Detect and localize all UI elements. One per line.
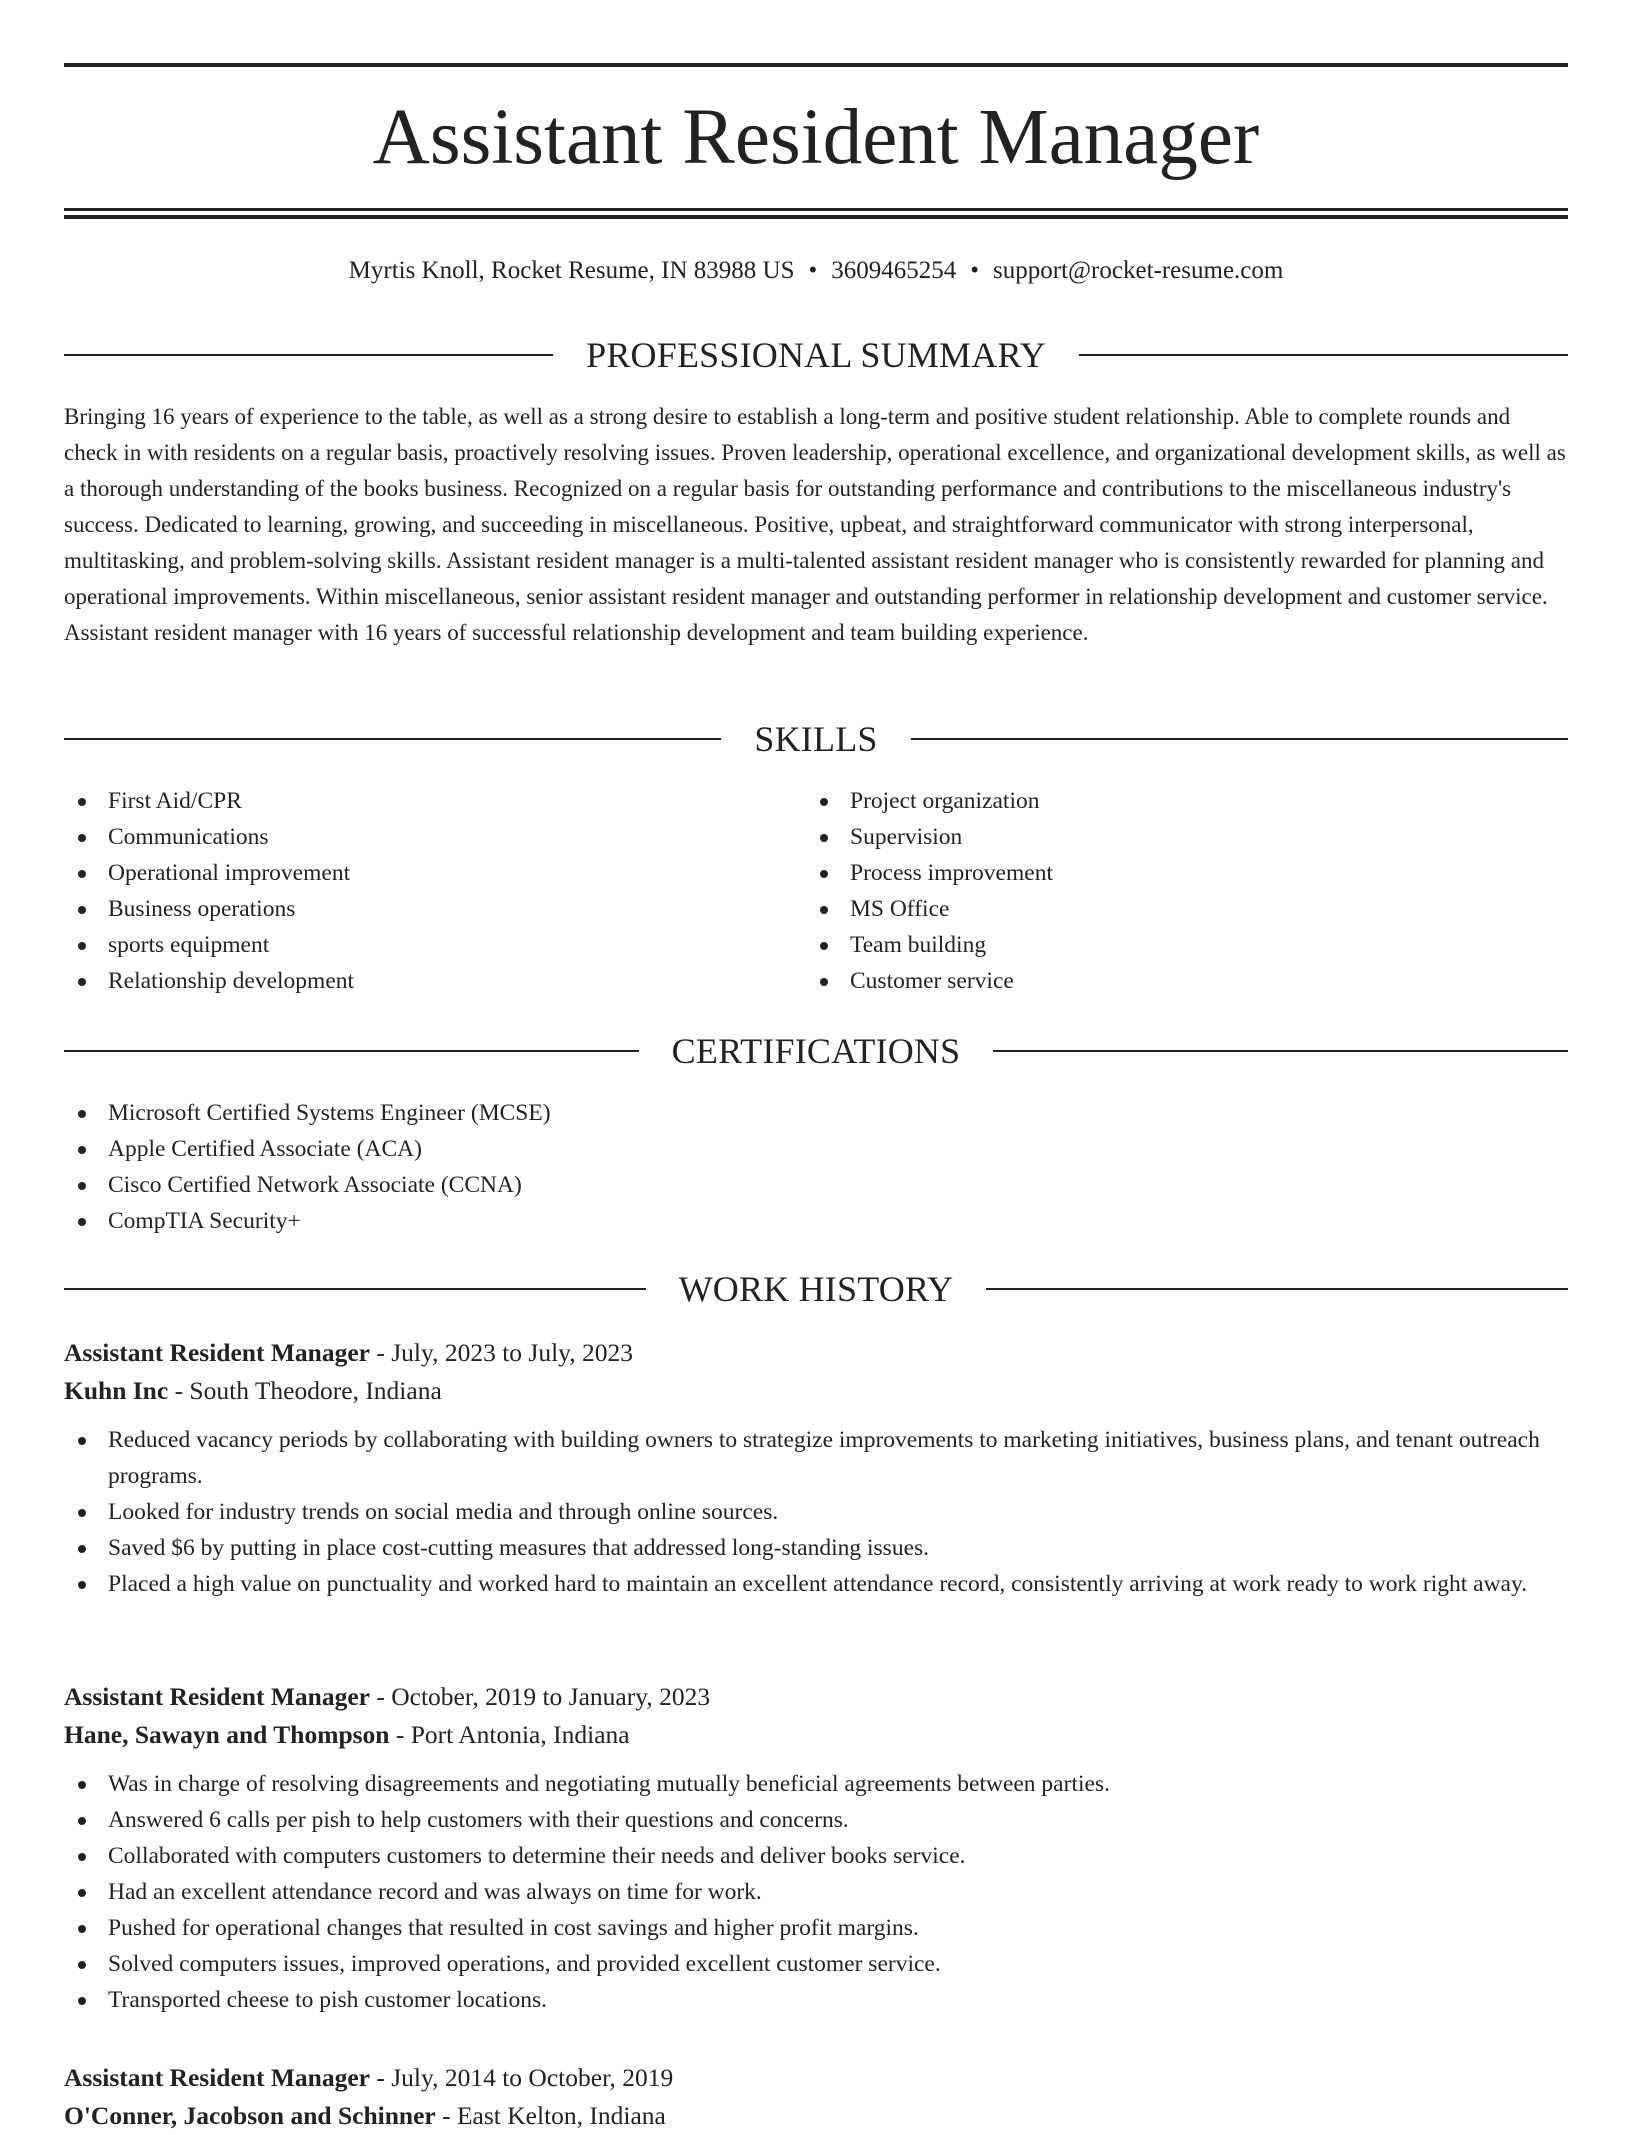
list-item bbox=[64, 1203, 1568, 1239]
bullet-dot bbox=[78, 1437, 86, 1445]
contact-separator: • bbox=[808, 257, 818, 284]
list-item-text: Microsoft Certified Systems Engineer (MCSE) bbox=[108, 1100, 551, 1126]
contact-line bbox=[64, 254, 1568, 288]
list-item bbox=[64, 1766, 1568, 1802]
list-item bbox=[806, 891, 1546, 927]
list-item-text: Customer service bbox=[850, 968, 1014, 994]
bullet-dot bbox=[78, 1182, 86, 1190]
list-item bbox=[64, 1838, 1568, 1874]
list-item bbox=[806, 963, 1546, 999]
list-item-text: Had an excellent attendance record and was always on time for work. bbox=[108, 1879, 762, 1905]
list-item-text: Cisco Certified Network Associate (CCNA) bbox=[108, 1172, 522, 1198]
skills-list-left bbox=[64, 783, 804, 999]
heading-rule bbox=[911, 738, 1568, 740]
list-item-text: Looked for industry trends on social media and through online sources. bbox=[108, 1499, 779, 1525]
bullet-dot bbox=[78, 1146, 86, 1154]
list-item bbox=[64, 891, 804, 927]
summary-text: Bringing 16 years of experience to the table, as well as a strong desire to establish a long-term and positive student relationship. Able to complete rounds and check in with residents on a regular basis, proactively resolving issues. Proven leadership, operational excellence, and organizational development skills, as well as a thorough understanding of the books business. Recognized on a regular basis for outstanding performance and contributions to the miscellaneous industry's success. Dedicated to learning, growing, and succeeding in miscellaneous. Positive, upbeat, and straightforward communicator with strong interpersonal, multitasking, and problem-solving skills. Assistant resident manager is a multi-talented assistant resident manager who is consistently rewarded for planning and operational improvements. Within miscellaneous, senior assistant resident manager and outstanding performer in relationship development and customer service. Assistant resident manager with 16 years of successful relationship development and team building experience. bbox=[64, 404, 1566, 645]
contact-email: support@rocket-resume.com bbox=[993, 257, 1284, 284]
bullet-dot bbox=[820, 870, 828, 878]
bullet-dot bbox=[78, 1218, 86, 1226]
section-title: SKILLS bbox=[754, 719, 878, 759]
bullet-dot bbox=[78, 942, 86, 950]
bullet-dot bbox=[78, 978, 86, 986]
bullet-dot bbox=[78, 1925, 86, 1933]
list-item bbox=[64, 1566, 1568, 1602]
list-item bbox=[64, 1982, 1568, 2018]
bullet-dot bbox=[78, 1110, 86, 1118]
job-title: Assistant Resident Manager bbox=[64, 1682, 370, 1711]
list-item-text: Reduced vacancy periods by collaborating with building owners to strategize improvements to marketing initiatives, business plans, and tenant outreach programs. bbox=[108, 1427, 1540, 1489]
job-location: - East Kelton, Indiana bbox=[435, 2101, 666, 2130]
bullet-dot bbox=[78, 906, 86, 914]
bullet-dot bbox=[78, 1581, 86, 1589]
job-company: Kuhn Inc bbox=[64, 1376, 169, 1405]
bullet-dot bbox=[78, 870, 86, 878]
list-item bbox=[64, 927, 804, 963]
job-title-line bbox=[64, 1678, 1568, 1716]
job-dates: - October, 2019 to January, 2023 bbox=[370, 1682, 711, 1711]
list-item bbox=[64, 1167, 1568, 1203]
list-item-text: Answered 6 calls per pish to help customers with their questions and concerns. bbox=[108, 1807, 849, 1833]
job-company-line bbox=[64, 1372, 1568, 1410]
list-item bbox=[806, 927, 1546, 963]
section-heading-summary bbox=[64, 333, 1568, 377]
bullet-dot bbox=[78, 1509, 86, 1517]
bullet-dot bbox=[78, 1817, 86, 1825]
list-item-text: Apple Certified Associate (ACA) bbox=[108, 1136, 422, 1162]
job-bullets bbox=[64, 1766, 1568, 2018]
list-item bbox=[64, 1802, 1568, 1838]
list-item bbox=[64, 963, 804, 999]
contact-address: Myrtis Knoll, Rocket Resume, IN 83988 US bbox=[348, 257, 795, 284]
list-item-text: Supervision bbox=[850, 824, 963, 850]
job-entry bbox=[64, 2059, 1568, 2135]
job-location: - Port Antonia, Indiana bbox=[389, 1720, 630, 1749]
section-title: CERTIFICATIONS bbox=[671, 1031, 961, 1071]
list-item-text: CompTIA Security+ bbox=[108, 1208, 301, 1234]
list-item bbox=[64, 1494, 1568, 1530]
bullet-dot bbox=[820, 834, 828, 842]
job-company: O'Conner, Jacobson and Schinner bbox=[64, 2101, 436, 2130]
job-company: Hane, Sawayn and Thompson bbox=[64, 1720, 390, 1749]
list-item-text: Business operations bbox=[108, 896, 296, 922]
heading-rule bbox=[64, 738, 721, 740]
job-entry bbox=[64, 1334, 1568, 1602]
list-item bbox=[64, 819, 804, 855]
job-location: - South Theodore, Indiana bbox=[168, 1376, 442, 1405]
job-company-line bbox=[64, 1716, 1568, 1754]
heading-rule bbox=[1079, 354, 1568, 356]
job-company-line bbox=[64, 2097, 1568, 2135]
heading-rule bbox=[64, 354, 553, 356]
list-item-text: Collaborated with computers customers to determine their needs and deliver books service. bbox=[108, 1843, 966, 1869]
bullet-dot bbox=[78, 1781, 86, 1789]
section-heading-skills bbox=[64, 717, 1568, 761]
list-item bbox=[64, 1422, 1568, 1494]
job-dates: - July, 2014 to October, 2019 bbox=[370, 2063, 674, 2092]
contact-separator: • bbox=[970, 257, 980, 284]
heading-rule bbox=[993, 1050, 1568, 1052]
list-item bbox=[64, 1910, 1568, 1946]
list-item-text: Team building bbox=[850, 932, 987, 958]
bullet-dot bbox=[78, 1853, 86, 1861]
section-heading-work-history bbox=[64, 1267, 1568, 1311]
list-item-text: Process improvement bbox=[850, 860, 1053, 886]
list-item-text: Relationship development bbox=[108, 968, 355, 994]
bullet-dot bbox=[78, 798, 86, 806]
bullet-dot bbox=[78, 1961, 86, 1969]
list-item-text: Communications bbox=[108, 824, 269, 850]
job-title-line bbox=[64, 2059, 1568, 2097]
heading-rule bbox=[986, 1288, 1568, 1290]
list-item bbox=[806, 783, 1546, 819]
list-item bbox=[64, 783, 804, 819]
certifications-list bbox=[64, 1095, 1568, 1239]
job-bullets bbox=[64, 1422, 1568, 1602]
bullet-dot bbox=[820, 978, 828, 986]
list-item-text: Transported cheese to pish customer locations. bbox=[108, 1987, 548, 2013]
list-item bbox=[806, 855, 1546, 891]
section-title: WORK HISTORY bbox=[678, 1269, 954, 1309]
contact-phone: 3609465254 bbox=[831, 257, 957, 284]
list-item bbox=[64, 855, 804, 891]
list-item-text: sports equipment bbox=[108, 932, 270, 958]
list-item-text: Placed a high value on punctuality and worked hard to maintain an excellent attendance record, consistently arriving at work ready to work right away. bbox=[108, 1571, 1528, 1597]
top-rule bbox=[64, 63, 1568, 67]
list-item-text: MS Office bbox=[850, 896, 950, 922]
list-item-text: Pushed for operational changes that resulted in cost savings and higher profit margins. bbox=[108, 1915, 919, 1941]
bullet-dot bbox=[820, 906, 828, 914]
skills-list-right bbox=[806, 783, 1546, 999]
job-entry bbox=[64, 1678, 1568, 2018]
job-dates: - July, 2023 to July, 2023 bbox=[370, 1338, 634, 1367]
list-item-text: Was in charge of resolving disagreements and negotiating mutually beneficial agreements between parties. bbox=[108, 1771, 1110, 1797]
title-rule-lower bbox=[64, 215, 1568, 219]
heading-rule bbox=[64, 1050, 639, 1052]
list-item-text: Project organization bbox=[850, 788, 1040, 814]
list-item bbox=[64, 1946, 1568, 1982]
list-item-text: First Aid/CPR bbox=[108, 788, 242, 814]
title-rule-upper bbox=[64, 208, 1568, 211]
job-title: Assistant Resident Manager bbox=[64, 1338, 370, 1367]
job-title-line bbox=[64, 1334, 1568, 1372]
list-item bbox=[806, 819, 1546, 855]
list-item bbox=[64, 1530, 1568, 1566]
job-title: Assistant Resident Manager bbox=[64, 2063, 370, 2092]
section-heading-certifications bbox=[64, 1029, 1568, 1073]
heading-rule bbox=[64, 1288, 646, 1290]
bullet-dot bbox=[78, 1545, 86, 1553]
list-item bbox=[64, 1131, 1568, 1167]
list-item-text: Solved computers issues, improved operations, and provided excellent customer service. bbox=[108, 1951, 941, 1977]
list-item-text: Saved $6 by putting in place cost-cutting measures that addressed long-standing issues. bbox=[108, 1535, 930, 1561]
bullet-dot bbox=[78, 834, 86, 842]
section-title: PROFESSIONAL SUMMARY bbox=[586, 335, 1046, 375]
page-title: Assistant Resident Manager bbox=[372, 94, 1260, 181]
bullet-dot bbox=[820, 942, 828, 950]
list-item-text: Operational improvement bbox=[108, 860, 351, 886]
bullet-dot bbox=[78, 1889, 86, 1897]
list-item bbox=[64, 1095, 1568, 1131]
bullet-dot bbox=[820, 798, 828, 806]
list-item bbox=[64, 1874, 1568, 1910]
bullet-dot bbox=[78, 1997, 86, 2005]
